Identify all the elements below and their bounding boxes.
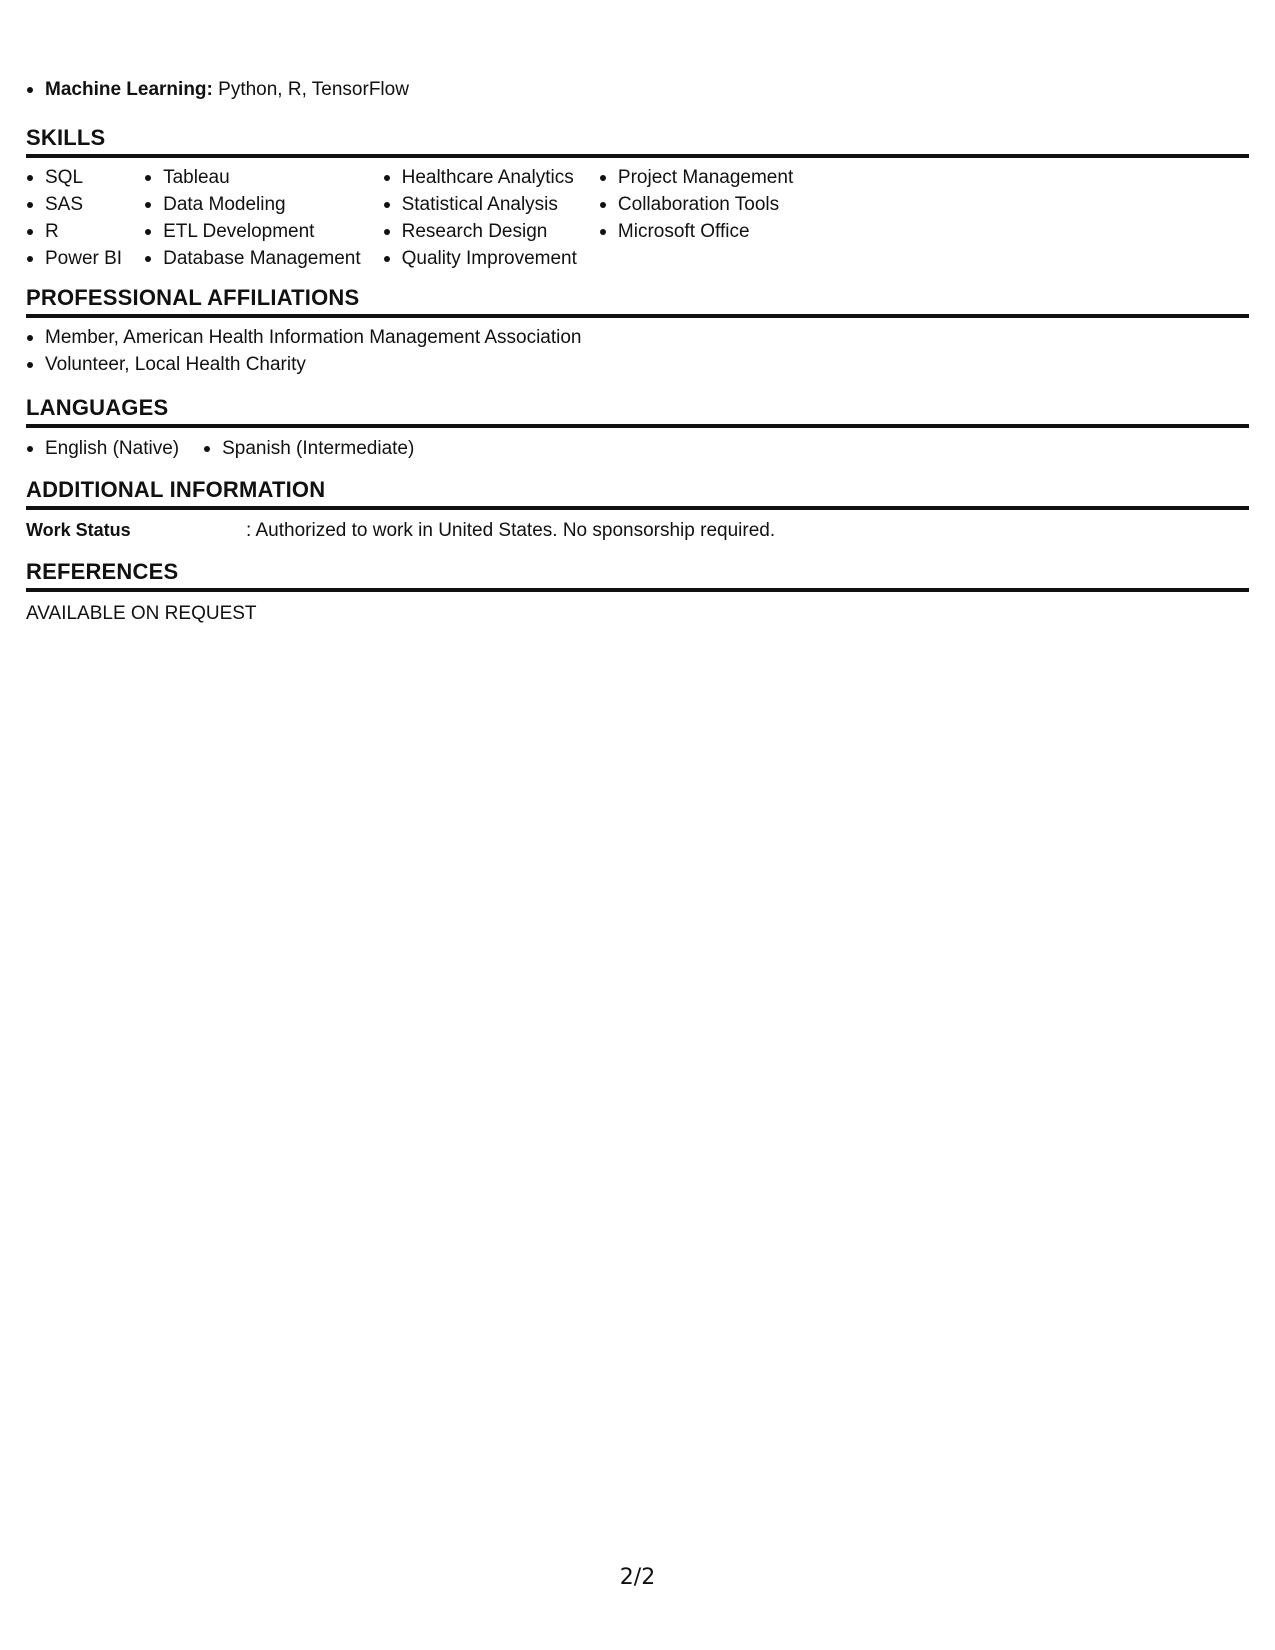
skills-column bbox=[144, 164, 361, 272]
list-item bbox=[26, 76, 1249, 103]
skills-column bbox=[383, 164, 577, 272]
skill-item: Data Modeling bbox=[144, 191, 361, 218]
skills-section bbox=[26, 124, 1249, 272]
section-heading: SKILLS bbox=[26, 124, 1249, 158]
affiliation-item: Member, American Health Information Management Association bbox=[26, 324, 1249, 351]
skill-item: Quality Improvement bbox=[383, 245, 577, 272]
skill-item: R bbox=[26, 218, 122, 245]
references-section bbox=[26, 558, 1249, 627]
skill-item: ETL Development bbox=[144, 218, 361, 245]
skill-item: Power BI bbox=[26, 245, 122, 272]
skill-item: Tableau bbox=[144, 164, 361, 191]
affiliation-item: Volunteer, Local Health Charity bbox=[26, 351, 1249, 378]
languages-list bbox=[26, 428, 1249, 462]
page-number: 2/2 bbox=[619, 1565, 656, 1590]
work-status-row bbox=[26, 510, 1249, 544]
language-item: Spanish (Intermediate) bbox=[203, 435, 414, 462]
affiliations-list bbox=[26, 318, 1249, 378]
skill-item: SQL bbox=[26, 164, 122, 191]
section-heading: PROFESSIONAL AFFILIATIONS bbox=[26, 284, 1249, 318]
skill-category-value: Python, R, TensorFlow bbox=[218, 79, 409, 100]
affiliations-section bbox=[26, 284, 1249, 378]
references-text: AVAILABLE ON REQUEST bbox=[26, 603, 257, 624]
resume-page bbox=[26, 76, 1249, 627]
section-heading: ADDITIONAL INFORMATION bbox=[26, 476, 1249, 510]
skill-item: Microsoft Office bbox=[599, 218, 793, 245]
work-status-label: Work Status bbox=[26, 520, 131, 540]
skills-column bbox=[599, 164, 793, 272]
skill-item: Database Management bbox=[144, 245, 361, 272]
section-heading: LANGUAGES bbox=[26, 394, 1249, 428]
additional-info-section bbox=[26, 476, 1249, 544]
skills-grid bbox=[26, 158, 1249, 272]
section-heading: REFERENCES bbox=[26, 558, 1249, 592]
skill-item: Collaboration Tools bbox=[599, 191, 793, 218]
skill-item: Statistical Analysis bbox=[383, 191, 577, 218]
work-status-value: : Authorized to work in United States. No sponsorship required. bbox=[246, 520, 776, 541]
skill-category-label: Machine Learning: bbox=[45, 79, 213, 100]
skill-item: Project Management bbox=[599, 164, 793, 191]
technical-skills-list bbox=[26, 76, 1249, 106]
skill-item: Healthcare Analytics bbox=[383, 164, 577, 191]
skill-item: Research Design bbox=[383, 218, 577, 245]
language-item: English (Native) bbox=[26, 435, 179, 462]
skill-item: SAS bbox=[26, 191, 122, 218]
languages-section bbox=[26, 394, 1249, 462]
skills-column bbox=[26, 164, 122, 272]
